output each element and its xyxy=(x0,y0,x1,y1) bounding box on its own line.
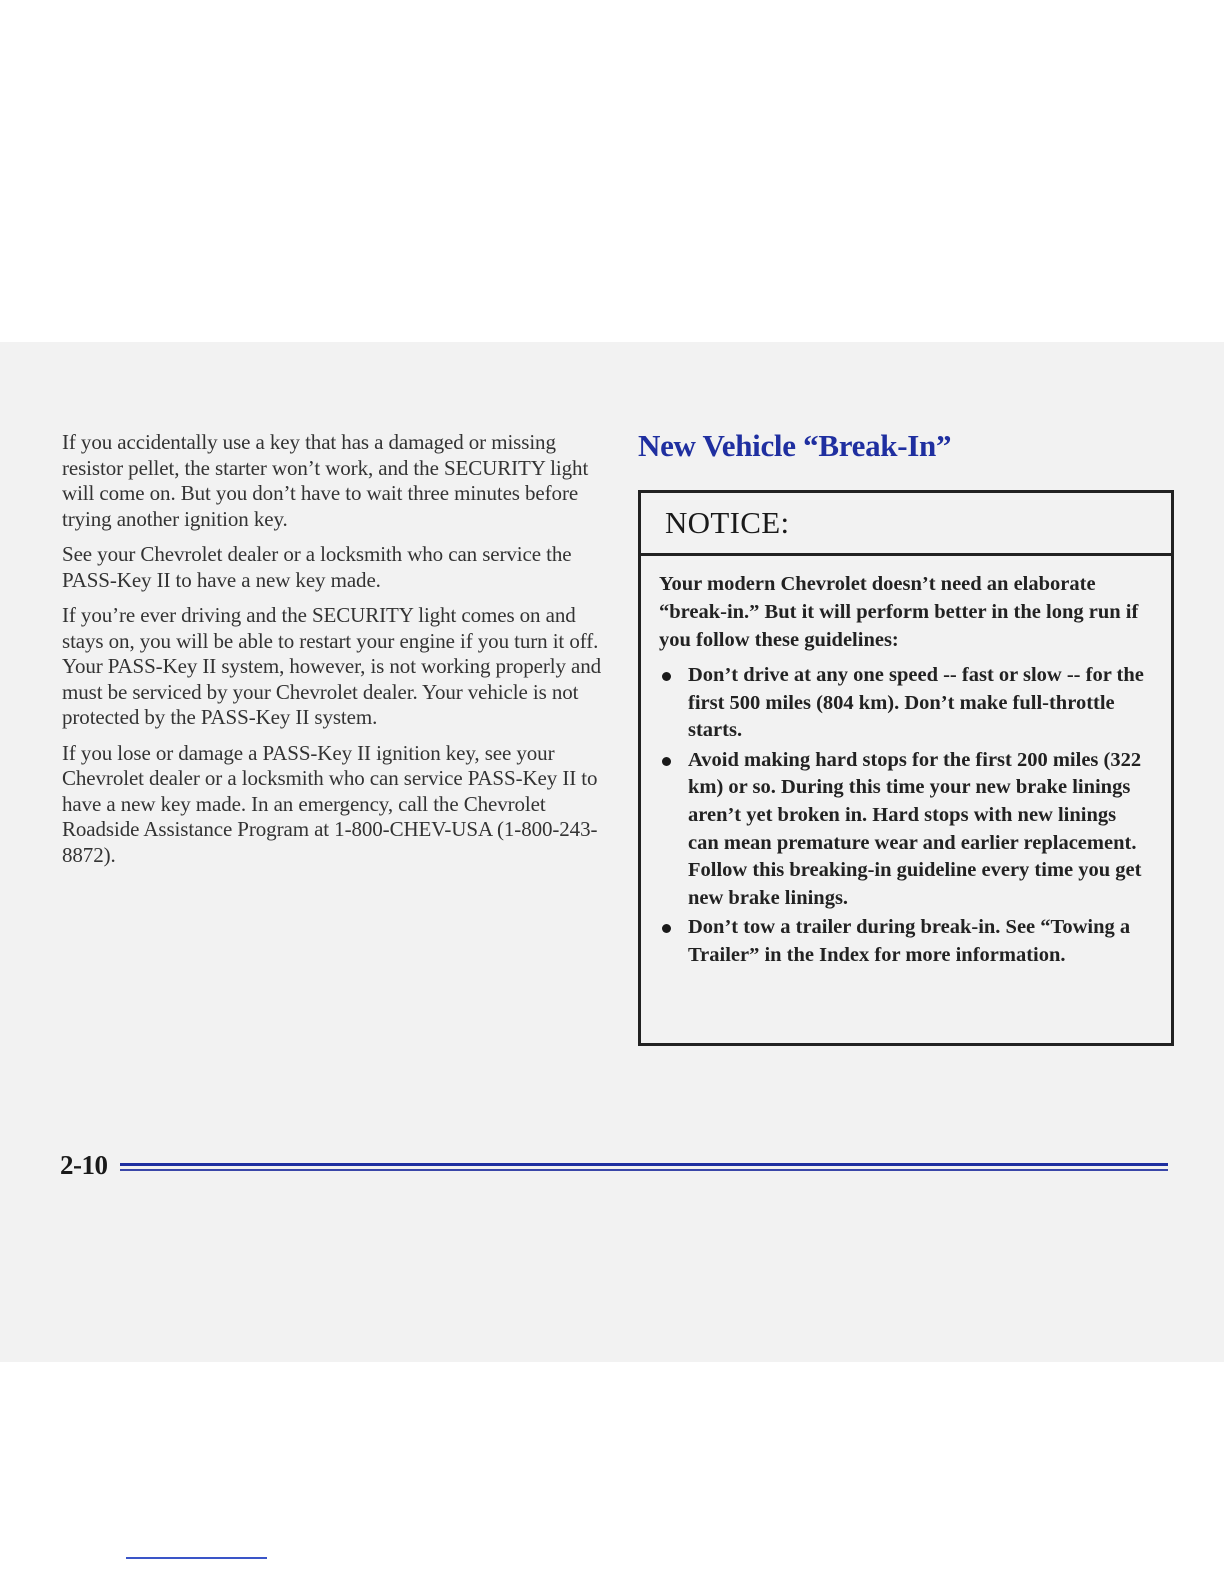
notice-label: NOTICE: xyxy=(665,505,790,540)
paragraph-security-light: If you’re ever driving and the SECURITY light comes on and stays on, you will be able to restart your engine if you turn it off. Your PASS-Key II system, however, is not working properly and must be serviced by your Chevrolet dealer. Your vehicle is not protected by the PASS-Key II system. xyxy=(62,603,602,729)
list-item-text: Don’t drive at any one speed -- fast or slow -- for the first 500 miles (804 km). Don’t make full-throttle starts. xyxy=(688,664,1144,742)
footer-rule-line-bottom xyxy=(120,1169,1168,1171)
notice-body xyxy=(641,556,1171,970)
bullet-icon xyxy=(662,924,671,933)
notice-intro: Your modern Chevrolet doesn’t need an elaborate “break-in.” But it will perform better in the long run if you follow these guidelines: xyxy=(659,573,1139,651)
list-item xyxy=(659,662,1149,745)
bullet-icon xyxy=(662,757,671,766)
list-item-text: Avoid making hard stops for the first 200 miles (322 km) or so. During this time your new brake linings aren’t yet broken in. Hard stops with new linings can mean premature wear and earlier replacement. Follow this breaking-in guideline every time you get new brake linings. xyxy=(688,748,1142,909)
notice-header xyxy=(641,493,1171,556)
page-number: 2-10 xyxy=(60,1150,108,1180)
list-item-text: Don’t tow a trailer during break-in. See “Towing a Trailer” in the Index for more information. xyxy=(688,916,1131,966)
footer-rule-line-top xyxy=(120,1163,1168,1166)
bullet-icon xyxy=(662,672,671,681)
right-column xyxy=(638,428,1178,464)
footer-rule xyxy=(120,1163,1168,1172)
bottom-link-underline xyxy=(126,1557,267,1559)
paragraph-see-dealer: See your Chevrolet dealer or a locksmith who can service the PASS-Key II to have a new key made. xyxy=(62,542,572,592)
paragraph-damaged-key: If you accidentally use a key that has a damaged or missing resistor pellet, the starter won’t work, and the SECURITY light will come on. But you don’t have to wait three minutes before trying another ignition key. xyxy=(62,430,589,531)
notice-box xyxy=(638,490,1174,1046)
notice-list xyxy=(659,662,1149,970)
list-item xyxy=(659,914,1149,969)
left-column xyxy=(62,430,607,878)
paragraph-lost-key: If you lose or damage a PASS-Key II ignition key, see your Chevrolet dealer or a locksmith who can service PASS-Key II to have a new key made. In an emergency, call the Chevrolet Roadside Assistance Program at 1-800-CHEV-USA (1-800-243-8872). xyxy=(62,740,598,867)
section-title: New Vehicle “Break-In” xyxy=(638,428,952,463)
list-item xyxy=(659,747,1149,913)
